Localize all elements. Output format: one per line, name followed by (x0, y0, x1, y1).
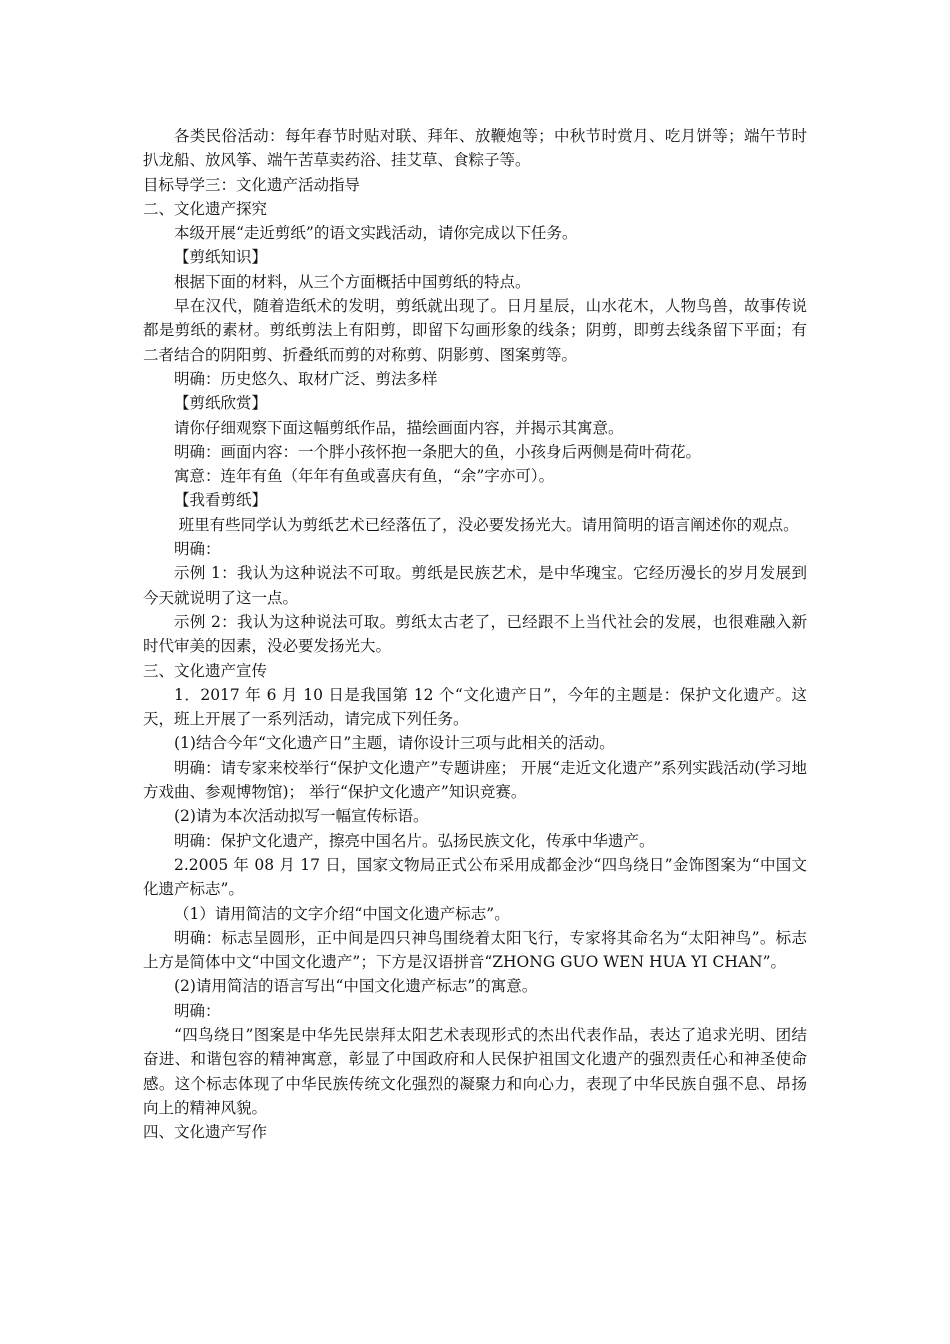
document-page (143, 124, 807, 1144)
subheading-papercut-knowledge: 【剪纸知识】 (174, 248, 268, 267)
paragraph-task-observe: 请你仔细观察下面这幅剪纸作品，描绘画面内容，并揭示其寓意。 (174, 418, 624, 437)
subheading-papercut-appreciation: 【剪纸欣赏】 (174, 394, 268, 413)
paragraph-answer-activities: 明确：请专家来校举行“保护文化遗产”专题讲座； 开展“走近文化遗产”系列实践活动(学习地方戏曲、参观博物馆)； 举行“保护文化遗产”知识竞赛。 (143, 758, 807, 802)
heading-section-four: 四、文化遗产写作 (143, 1123, 268, 1142)
paragraph-logo-announcement: 2.2005 年 08 月 17 日，国家文物局正式公布采用成都金沙“四鸟绕日”金饰图案为“中国文化遗产标志”。 (143, 855, 807, 899)
paragraph-task-logo-meaning: (2)请用简洁的语言写出“中国文化遗产标志”的寓意。 (174, 977, 538, 996)
heading-goal-three: 目标导学三：文化遗产活动指导 (143, 175, 361, 194)
heading-section-two: 二、文化遗产探究 (143, 199, 268, 218)
paragraph-answer-label: 明确： (174, 540, 221, 559)
paragraph-task-introduce-logo: （1）请用简洁的文字介绍“中国文化遗产标志”。 (174, 904, 510, 923)
paragraph-task-opinion: 班里有些同学认为剪纸艺术已经落伍了，没必要发扬光大。请用简明的语言阐述你的观点。 (178, 515, 799, 534)
subheading-my-view: 【我看剪纸】 (174, 491, 268, 510)
paragraph-logo-meaning: “四鸟绕日”图案是中华先民崇拜太阳艺术表现形式的杰出代表作品，表达了追求光明、团结奋进、和谐包容的精神寓意，彰显了中国政府和人民保护祖国文化遗产的强烈责任心和神圣使命感。这个标志体现了中华民族传统文化强烈的凝聚力和向心力，表现了中华民族自强不息、昂扬向上的精神风貌。 (143, 1025, 807, 1117)
paragraph-example-one: 示例 1：我认为这种说法不可取。剪纸是民族艺术，是中华瑰宝。它经历漫长的岁月发展到今天就说明了这一点。 (143, 564, 807, 607)
heading-section-three: 三、文化遗产宣传 (143, 661, 268, 680)
paragraph-answer-label-two: 明确： (174, 1001, 221, 1020)
paragraph-answer-content: 明确：画面内容：一个胖小孩怀抱一条肥大的鱼，小孩身后两侧是荷叶荷花。 (174, 442, 702, 461)
paragraph-activity-intro: 本级开展“走近剪纸”的语文实践活动，请你完成以下任务。 (174, 224, 578, 243)
paragraph-answer-meaning: 寓意：连年有鱼（年年有鱼或喜庆有鱼，“余”字亦可）。 (174, 467, 555, 486)
paragraph-answer-slogan: 明确：保护文化遗产，擦亮中国名片。弘扬民族文化，传承中华遗产。 (174, 831, 655, 850)
paragraph-task-design: (1)结合今年“文化遗产日”主题，请你设计三项与此相关的活动。 (174, 734, 615, 753)
paragraph-folk-activities: 各类民俗活动：每年春节时贴对联、拜年、放鞭炮等；中秋节时赏月、吃月饼等；端午节时扒龙船、放风筝、端午苦草卖药浴、挂艾草、食粽子等。 (143, 127, 807, 170)
paragraph-example-two: 示例 2：我认为这种说法可取。剪纸太古老了，已经跟不上当代社会的发展，也很难融入新时代审美的因素，没必要发扬光大。 (143, 612, 807, 656)
paragraph-papercut-material: 早在汉代，随着造纸术的发明，剪纸就出现了。日月星辰，山水花木，人物鸟兽，故事传说都是剪纸的素材。剪纸剪法上有阳剪，即留下勾画形象的线条；阴剪，即剪去线条留下平面；有二者结合的阴阳剪、折叠纸而剪的对称剪、阴影剪、图案剪等。 (143, 297, 807, 364)
paragraph-answer-logo-description: 明确：标志呈圆形，正中间是四只神鸟围绕着太阳飞行，专家将其命名为“太阳神鸟”。标志上方是简体中文“中国文化遗产”；下方是汉语拼音“ZHONG GUO WEN HUA YI CHAN”。 (143, 928, 807, 972)
paragraph-answer-features: 明确：历史悠久、取材广泛、剪法多样 (174, 369, 438, 388)
paragraph-task-summarize: 根据下面的材料，从三个方面概括中国剪纸的特点。 (174, 272, 531, 291)
paragraph-heritage-day: 1．2017 年 6 月 10 日是我国第 12 个“文化遗产日”，今年的主题是：保护文化遗产。这天，班上开展了一系列活动，请完成下列任务。 (143, 685, 807, 729)
paragraph-task-slogan: (2)请为本次活动拟写一幅宣传标语。 (174, 807, 429, 826)
